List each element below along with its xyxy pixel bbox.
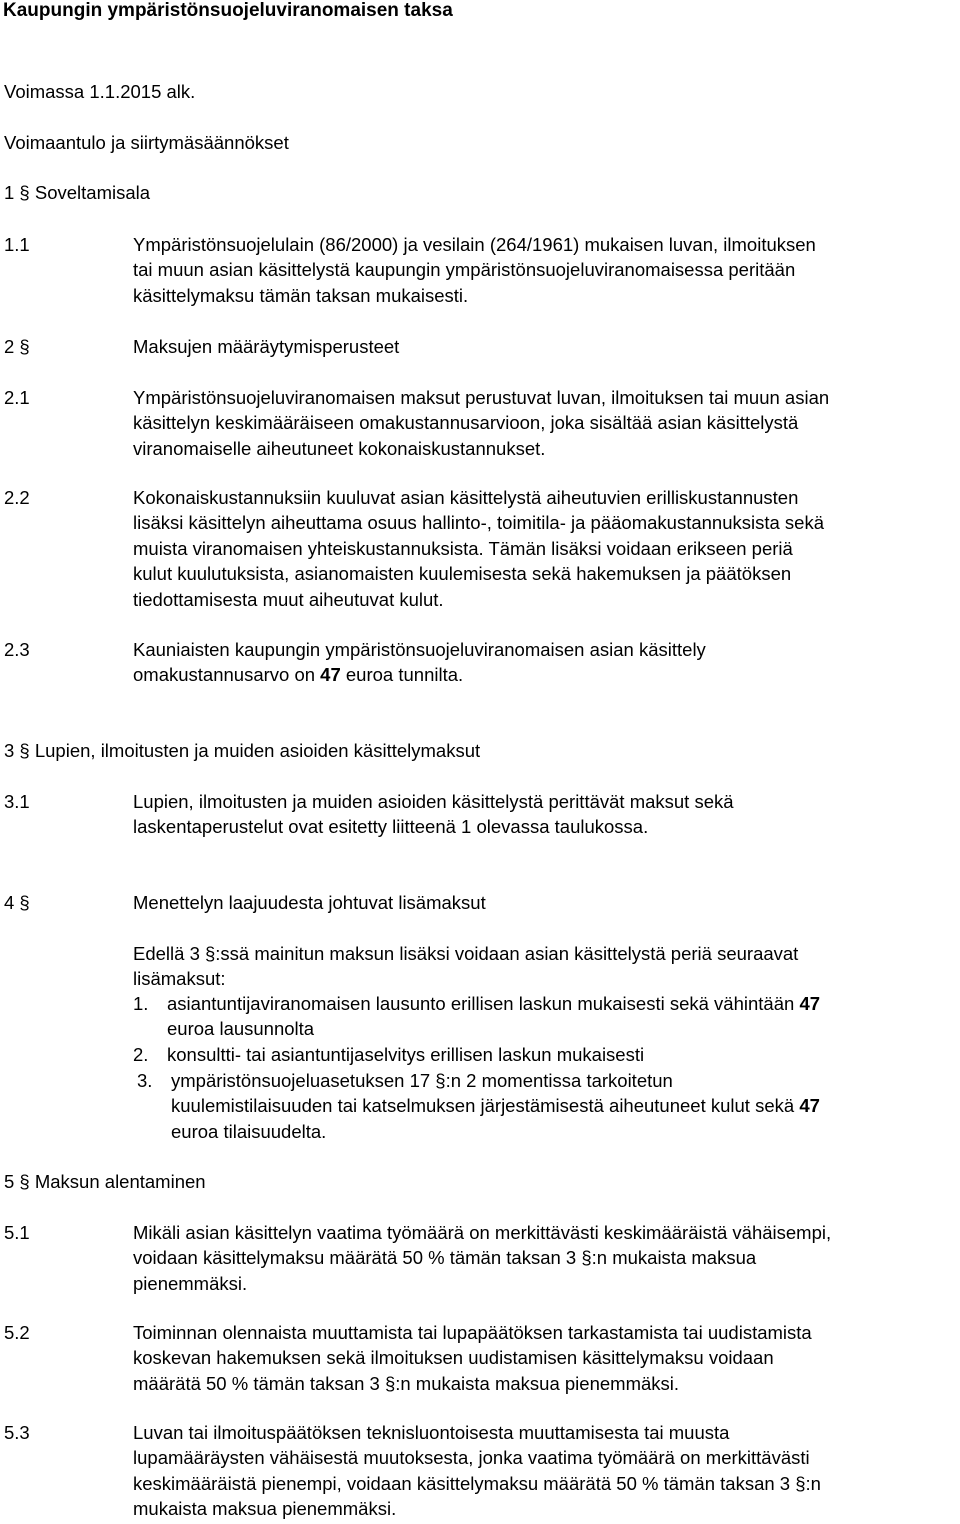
paragraph-line: Kauniaisten kaupungin ympäristönsuojeluviranomaisen asian käsittely: [133, 639, 706, 660]
paragraph-5-1: [133, 1220, 831, 1296]
paragraph-line: muista viranomaisen yhteiskustannuksista. Tämän lisäksi voidaan erikseen periä: [133, 537, 793, 559]
paragraph-5-1-number: 5.1: [4, 1222, 30, 1243]
paragraph-line: Ympäristönsuojeluviranomaisen maksut perustuvat luvan, ilmoituksen tai muun asian: [133, 387, 830, 408]
paragraph-line: Kokonaiskustannuksiin kuuluvat asian käsittelystä aiheutuvien erilliskustannusten: [133, 487, 799, 508]
fee-amount: 47: [799, 993, 821, 1014]
paragraph-line: euroa tilaisuudelta.: [171, 1120, 327, 1142]
paragraph-2-1-number: 2.1: [4, 387, 30, 408]
paragraph-line: keskimääräistä pienempi, voidaan käsittelymaksu määrätä 50 % tämän taksan 3 §:n: [133, 1472, 821, 1494]
paragraph-3-1: [133, 789, 734, 840]
validity-date: Voimassa 1.1.2015 alk.: [4, 81, 196, 102]
text-run: euroa tunnilta.: [340, 664, 464, 686]
paragraph-line: [133, 662, 706, 687]
section-3-heading: 3 § Lupien, ilmoitusten ja muiden asioiden käsittelymaksut: [4, 740, 481, 761]
paragraph-line: voidaan käsittelymaksu määrätä 50 % tämän taksan 3 §:n mukaista maksua: [133, 1247, 757, 1269]
list-item-number: 3.: [137, 1070, 153, 1091]
paragraph-5-2: [133, 1320, 812, 1396]
section-5-heading: 5 § Maksun alentaminen: [4, 1171, 206, 1192]
paragraph-line: Luvan tai ilmoituspäätöksen teknisluontoisesta muuttamisesta tai muusta: [133, 1422, 730, 1443]
paragraph-3-1-number: 3.1: [4, 791, 30, 812]
paragraph-line: Edellä 3 §:ssä mainitun maksun lisäksi voidaan asian käsittelystä periä seuraavat: [133, 943, 799, 964]
intro-heading: Voimaantulo ja siirtymäsäännökset: [4, 132, 289, 153]
paragraph-5-3-number: 5.3: [4, 1422, 30, 1443]
paragraph-5-2-number: 5.2: [4, 1322, 30, 1343]
paragraph-1-1: [133, 232, 816, 308]
section-4-number: 4 §: [4, 892, 30, 913]
paragraph-line: lisäksi käsittelyn aiheuttama osuus hallinto-, toimitila- ja pääomakustannuksista sekä: [133, 512, 825, 534]
paragraph-2-3: [133, 637, 706, 688]
section-1-heading: 1 § Soveltamisala: [4, 182, 151, 203]
text-run: omakustannusarvo on: [133, 664, 321, 686]
paragraph-line: lisämaksut:: [133, 968, 226, 990]
text-run: ympäristönsuojeluasetuksen 17 §:n 2 momentissa tarkoitetun: [171, 1070, 673, 1091]
paragraph-line: Mikäli asian käsittelyn vaatima työmäärä on merkittävästi keskimääräistä vähäisempi,: [133, 1222, 832, 1243]
paragraph-line: tiedottamisesta muut aiheutuvat kulut.: [133, 588, 444, 610]
paragraph-line: lupamääräysten vähäisestä muutoksesta, jonka vaatima työmäärä on merkittävästi: [133, 1447, 810, 1469]
text-run: konsultti- tai asiantuntijaselvitys erillisen laskun mukaisesti: [167, 1044, 645, 1065]
document-title: Kaupungin ympäristönsuojeluviranomaisen taksa: [3, 0, 453, 21]
list-item: [137, 1068, 820, 1144]
paragraph-2-2-number: 2.2: [4, 487, 30, 508]
list-item: [133, 1042, 644, 1067]
paragraph-5-3: [133, 1420, 821, 1522]
section-4-intro: [133, 941, 798, 992]
section-2-number: 2 §: [4, 336, 30, 357]
fee-amount: 47: [320, 664, 341, 686]
paragraph-2-1: [133, 385, 829, 461]
paragraph-line: käsittelymaksu tämän taksan mukaisesti.: [133, 284, 469, 306]
section-2-heading: Maksujen määräytymisperusteet: [133, 336, 400, 357]
paragraph-line: mukaista maksua pienemmäksi.: [133, 1498, 397, 1520]
paragraph-2-3-number: 2.3: [4, 639, 30, 660]
list-item-number: 2.: [133, 1044, 149, 1065]
paragraph-line: tai muun asian käsittelystä kaupungin ympäristönsuojeluviranomaisessa peritään: [133, 259, 796, 281]
list-item: [133, 991, 820, 1042]
text-run: kuulemistilaisuuden tai katselmuksen järjestämisestä aiheutuneet kulut sekä: [171, 1095, 800, 1117]
paragraph-line: kulut kuulutuksista, asianomaisten kuulemisesta sekä hakemuksen ja päätöksen: [133, 563, 792, 585]
paragraph-line: Lupien, ilmoitusten ja muiden asioiden käsittelystä perittävät maksut sekä: [133, 791, 734, 812]
paragraph-line: Ympäristönsuojelulain (86/2000) ja vesilain (264/1961) mukaisen luvan, ilmoituksen: [133, 234, 816, 255]
paragraph-line: euroa lausunnolta: [167, 1018, 315, 1040]
paragraph-2-2: [133, 485, 824, 612]
paragraph-line: laskentaperustelut ovat esitetty liitteenä 1 olevassa taulukossa.: [133, 816, 649, 838]
fee-amount: 47: [799, 1095, 820, 1117]
paragraph-line: pienemmäksi.: [133, 1272, 248, 1294]
section-4-heading: Menettelyn laajuudesta johtuvat lisämaksut: [133, 892, 486, 913]
text-run: asiantuntijaviranomaisen lausunto erillisen laskun mukaisesti sekä vähintään: [167, 993, 800, 1014]
paragraph-line: viranomaiselle aiheutuneet kokonaiskustannukset.: [133, 437, 546, 459]
paragraph-line: käsittelyn keskimääräiseen omakustannusarvioon, joka sisältää asian käsittelystä: [133, 412, 799, 434]
list-item-number: 1.: [133, 993, 149, 1014]
paragraph-1-1-number: 1.1: [4, 234, 30, 255]
paragraph-line: määrätä 50 % tämän taksan 3 §:n mukaista maksua pienemmäksi.: [133, 1372, 680, 1394]
paragraph-line: Toiminnan olennaista muuttamista tai lupapäätöksen tarkastamista tai uudistamista: [133, 1322, 812, 1343]
paragraph-line: koskevan hakemuksen sekä ilmoituksen uudistamisen käsittelymaksu voidaan: [133, 1347, 774, 1369]
